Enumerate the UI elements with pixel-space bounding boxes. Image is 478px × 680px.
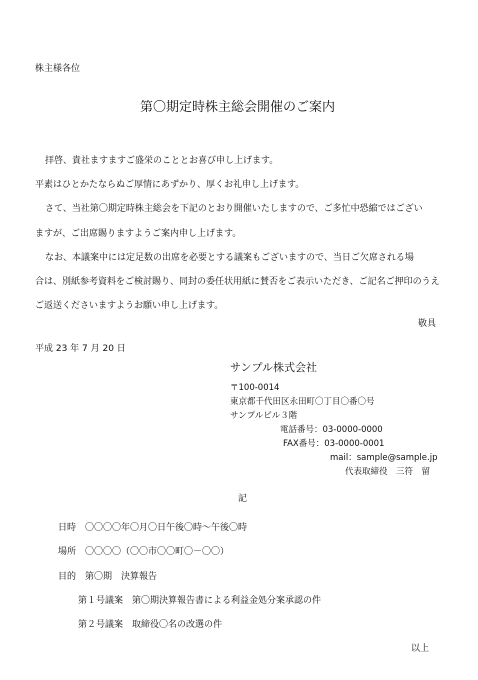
body-line-4: ますが、ご出席賜りますようご案内申し上げます。 [35, 229, 242, 239]
detail-item-1: 第１号議案 第〇期決算報告書による利益金処分案承認の件 [78, 596, 322, 606]
body-line-7: ご返送くださいますようお願い申し上げます。 [35, 301, 224, 311]
ki-heading: 記 [238, 494, 248, 504]
detail-purpose: 目的 第〇期 決算報告 [58, 572, 158, 582]
company-mail: mail：sample@sample.jp [330, 453, 438, 463]
company-fax: FAX番号：03-0000-0001 [283, 439, 385, 449]
closing-text: 敬具 [418, 319, 437, 329]
body-line-2: 平素はひとかたならぬご厚情にあずかり、厚くお礼申し上げます。 [35, 180, 305, 190]
body-line-5: なお、本議案中には定足数の出席を必要とする議案もございますので、当日ご欠席される場 [45, 253, 414, 263]
detail-datetime: 日時 〇〇〇〇年〇月〇日午後〇時～午後〇時 [58, 523, 248, 533]
detail-item-2: 第２号議案 取締役〇名の改選の件 [78, 620, 223, 630]
salutation: 株主様各位 [35, 64, 81, 74]
company-representative: 代表取締役 三符 留 [345, 467, 431, 477]
company-building: サンプルビル３階 [230, 411, 298, 421]
detail-place: 場所 〇〇〇〇（〇〇市〇〇町〇－〇〇） [58, 547, 230, 557]
company-postal: 〒100-0014 [230, 383, 280, 393]
date: 平成 23 年 7 月 20 日 [35, 344, 126, 354]
ijou-text: 以上 [411, 644, 430, 654]
company-name: サンプル株式会社 [230, 361, 318, 374]
company-tel: 電話番号：03-0000-0000 [280, 425, 383, 435]
company-address: 東京都千代田区永田町〇丁目〇番〇号 [230, 397, 375, 407]
body-line-1: 拝啓、貴社ますますご盛栄のこととお喜び申し上げます。 [45, 156, 279, 166]
page-title: 第〇期定時株主総会開催のご案内 [140, 100, 336, 115]
body-line-6: 合は、別紙参考資料をご検討賜り、同封の委任状用紙に賛否をご表示いただき、ご記名ご押印のうえ [35, 277, 440, 287]
body-line-3: さて、当社第〇期定時株主総会を下記のとおり開催いたしますので、ご多忙中恐縮ではござい [45, 204, 423, 214]
